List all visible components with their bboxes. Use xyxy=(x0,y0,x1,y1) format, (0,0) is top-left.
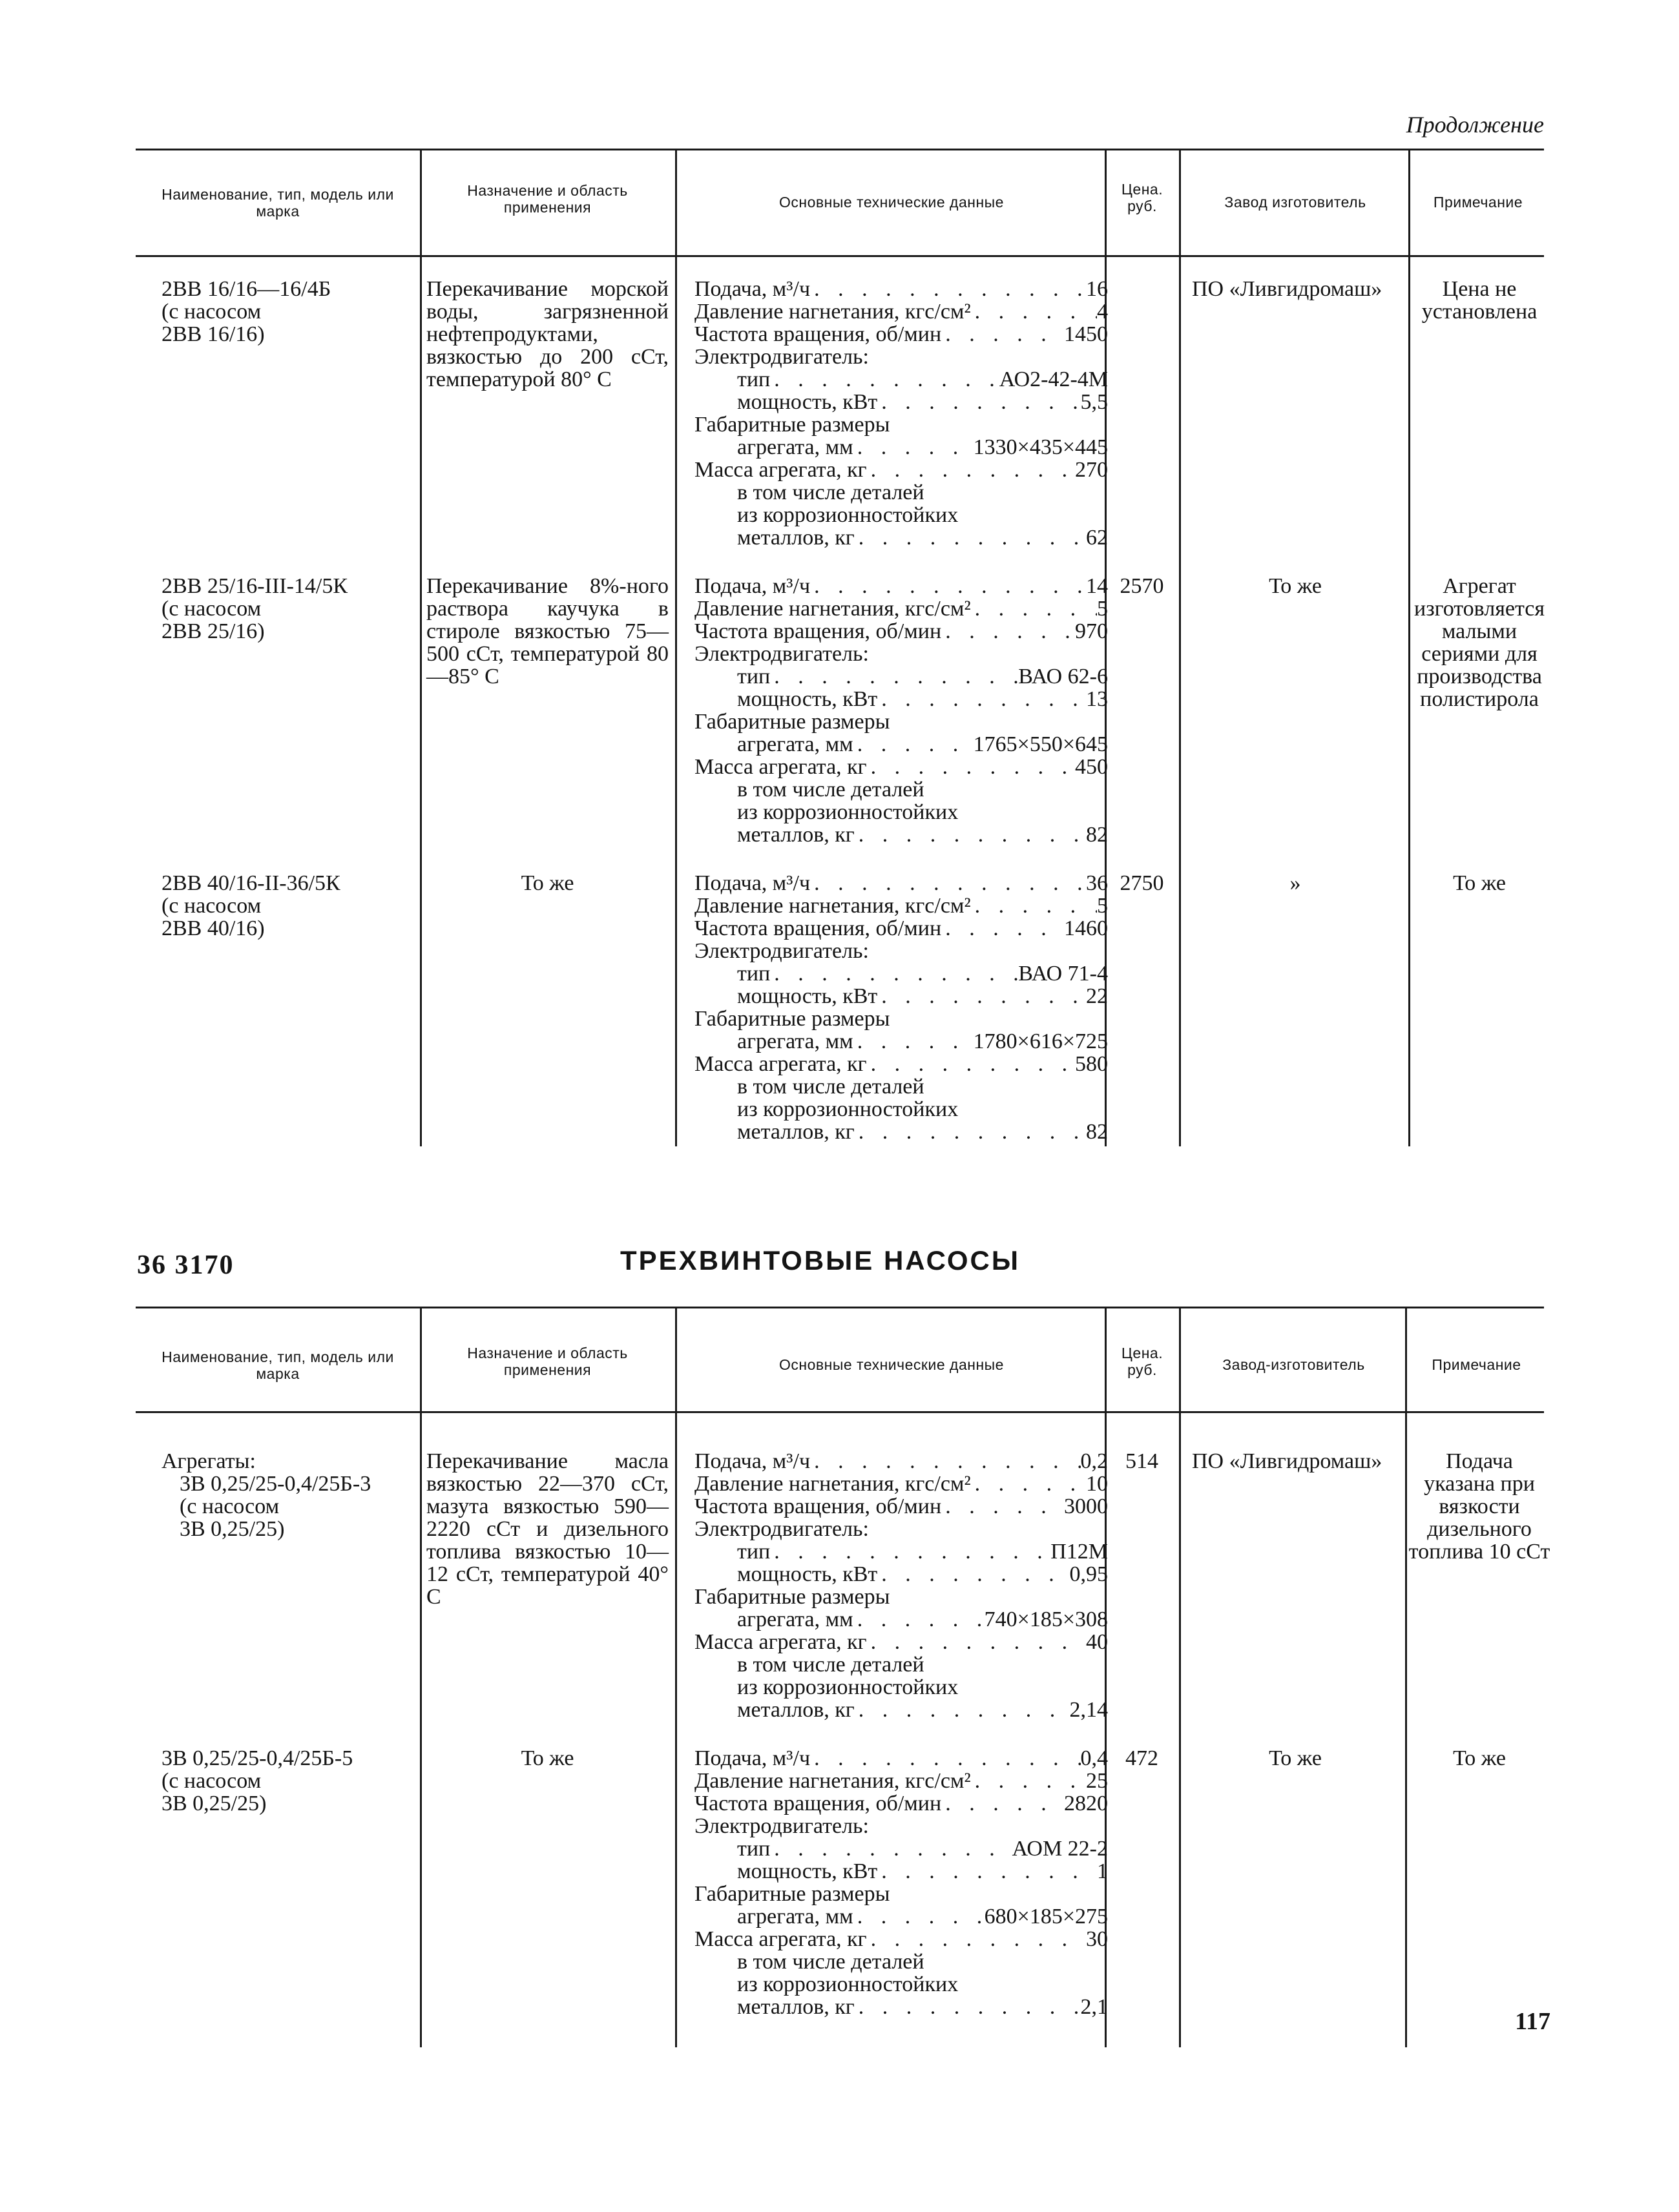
note-cell: Цена не установлена xyxy=(1421,277,1538,324)
spec-value: 36 xyxy=(1086,871,1108,895)
spec-label: тип xyxy=(737,367,771,391)
spec-label: Подача, м³/ч xyxy=(694,574,811,598)
header-purpose: Назначение и область применения xyxy=(467,1345,628,1378)
spec-label: Давление нагнетания, кгс/см² xyxy=(694,597,971,621)
spec-value: 5 xyxy=(1097,894,1108,918)
spec-value: 5,5 xyxy=(1080,390,1108,414)
spec-label: мощность, кВт xyxy=(737,1859,878,1883)
spec-label: Масса агрегата, кг xyxy=(694,755,867,779)
spec-label: агрегата, мм xyxy=(737,435,853,459)
spec-label: Частота вращения, об/мин xyxy=(694,322,942,346)
spec-value: 2820 xyxy=(1064,1792,1108,1815)
col-divider xyxy=(1179,1307,1181,2047)
spec-value: 3000 xyxy=(1064,1494,1108,1518)
spec-label: Электродвигатель: xyxy=(694,642,869,666)
spec-label: металлов, кг xyxy=(737,1120,855,1144)
header-purpose: Назначение и область применения xyxy=(467,182,628,216)
tech-specs xyxy=(694,575,1108,846)
header-tech: Основные технические данные xyxy=(779,1356,1004,1373)
spec-value: 25 xyxy=(1086,1769,1108,1793)
price-cell: 2750 xyxy=(1120,871,1164,895)
spec-label: Частота вращения, об/мин xyxy=(694,1792,942,1815)
spec-label: Частота вращения, об/мин xyxy=(694,1494,942,1518)
col-divider xyxy=(420,1307,422,2047)
spec-label: тип xyxy=(737,665,771,688)
model-name: 2ВВ 16/16—16/4Б xyxy=(162,277,331,301)
model-name: 2ВВ 25/16-III-14/5К xyxy=(162,574,348,598)
purpose-cell: Перекачивание морской воды, загрязненной нефтепродуктами, вязкостью до 200 сСт, температурой 80° С xyxy=(426,277,669,391)
purpose-cell: То же xyxy=(521,871,574,895)
maker-cell: » xyxy=(1289,871,1301,895)
col-divider xyxy=(675,149,677,1146)
section-title: ТРЕХВИНТОВЫЕ НАСОСЫ xyxy=(620,1245,1020,1276)
section-code: 36 3170 xyxy=(137,1250,235,1280)
spec-value: П12М xyxy=(1050,1540,1108,1564)
table-top-header-rule xyxy=(136,255,1544,257)
model-subline: 3В 0,25/25) xyxy=(162,1792,267,1815)
spec-label: Электродвигатель: xyxy=(694,1517,869,1541)
model-name: 2ВВ 40/16-II-36/5К xyxy=(162,871,340,895)
spec-label: в том числе деталей xyxy=(737,1075,924,1099)
price-cell: 2570 xyxy=(1120,574,1164,598)
spec-label: Электродвигатель: xyxy=(694,939,869,963)
spec-label: Подача, м³/ч xyxy=(694,277,811,301)
spec-value: 1460 xyxy=(1064,916,1108,940)
spec-label: из коррозионностойких xyxy=(737,503,959,527)
spec-label: из коррозионностойких xyxy=(737,800,959,824)
tech-specs xyxy=(694,1450,1108,1721)
maker-cell: ПО «Ливгидромаш» xyxy=(1192,1449,1382,1473)
model-subline: 2ВВ 16/16) xyxy=(162,322,265,346)
spec-value: 4 xyxy=(1097,300,1108,324)
spec-value: 5 xyxy=(1097,597,1108,621)
note-cell: То же xyxy=(1453,871,1506,895)
spec-value: АОМ 22-2 xyxy=(1012,1837,1108,1861)
spec-label: металлов, кг xyxy=(737,1698,855,1722)
spec-value: 0,4 xyxy=(1080,1746,1108,1770)
spec-label: мощность, кВт xyxy=(737,984,878,1008)
spec-value: 10 xyxy=(1086,1472,1108,1496)
spec-value: 580 xyxy=(1075,1052,1108,1076)
spec-value: 1 xyxy=(1097,1859,1108,1883)
spec-value: 1765×550×645 xyxy=(973,732,1108,756)
spec-label: Масса агрегата, кг xyxy=(694,1927,867,1951)
spec-label: Габаритные размеры xyxy=(694,413,890,437)
spec-value: 82 xyxy=(1086,1120,1108,1144)
name-cell xyxy=(162,872,420,940)
purpose-cell: Перекачивание 8%-ного раствора каучука в стироле вязкостью 75—500 сСт, температурой 80—85° С xyxy=(426,574,669,688)
spec-value: 2,14 xyxy=(1069,1698,1108,1722)
spec-label: из коррозионностойких xyxy=(737,1675,959,1699)
name-cell xyxy=(162,575,420,643)
spec-label: Электродвигатель: xyxy=(694,1814,869,1838)
spec-value: ВАО 62-6 xyxy=(1018,665,1108,688)
spec-value: 16 xyxy=(1086,277,1108,301)
header-note: Примечание xyxy=(1432,1356,1521,1373)
spec-value: 40 xyxy=(1086,1630,1108,1654)
spec-label: Габаритные размеры xyxy=(694,1585,890,1609)
header-name: Наименование, тип, модель или марка xyxy=(162,186,394,220)
spec-label: металлов, кг xyxy=(737,823,855,847)
model-subline: (с насосом xyxy=(162,894,262,918)
spec-value: АО2-42-4М xyxy=(999,367,1108,391)
spec-value: 1330×435×445 xyxy=(973,435,1108,459)
spec-label: Габаритные размеры xyxy=(694,1882,890,1906)
spec-label: из коррозионностойких xyxy=(737,1972,959,1996)
model-subline: (с насосом xyxy=(162,1769,262,1793)
spec-label: в том числе деталей xyxy=(737,1653,924,1677)
spec-label: Подача, м³/ч xyxy=(694,1449,811,1473)
spec-label: в том числе деталей xyxy=(737,481,924,504)
model-subline: 3В 0,25/25) xyxy=(180,1517,285,1541)
spec-label: Давление нагнетания, кгс/см² xyxy=(694,1472,971,1496)
spec-label: тип xyxy=(737,962,771,986)
model-subline: (с насосом xyxy=(180,1494,280,1518)
continuation-label: Продолжение xyxy=(1406,112,1544,138)
header-price: Цена. руб. xyxy=(1121,181,1163,214)
page-number: 117 xyxy=(1515,2008,1550,2035)
col-divider xyxy=(1405,1307,1407,2047)
spec-value: 0,2 xyxy=(1080,1449,1108,1473)
purpose-cell: То же xyxy=(521,1746,574,1770)
spec-value: 13 xyxy=(1086,687,1108,711)
header-maker: Завод-изготовитель xyxy=(1222,1356,1365,1373)
header-price: Цена. руб. xyxy=(1121,1345,1163,1378)
spec-label: из коррозионностойких xyxy=(737,1097,959,1121)
spec-value: 30 xyxy=(1086,1927,1108,1951)
spec-label: Габаритные размеры xyxy=(694,1007,890,1031)
spec-label: Масса агрегата, кг xyxy=(694,1052,867,1076)
spec-label: Частота вращения, об/мин xyxy=(694,619,942,643)
table-header-rule xyxy=(136,1411,1544,1413)
note-cell: Подача указана при вязкости дизельного топлива 10 сСт xyxy=(1408,1449,1550,1564)
model-subline: (с насосом xyxy=(162,597,262,621)
spec-label: тип xyxy=(737,1540,771,1564)
spec-value: 970 xyxy=(1075,619,1108,643)
price-cell: 472 xyxy=(1125,1746,1158,1770)
spec-label: в том числе деталей xyxy=(737,778,924,801)
spec-value: 14 xyxy=(1086,574,1108,598)
name-cell xyxy=(162,1747,420,1815)
spec-label: Частота вращения, об/мин xyxy=(694,916,942,940)
table-top-rule xyxy=(136,149,1544,150)
col-divider xyxy=(1179,149,1181,1146)
price-cell: 514 xyxy=(1125,1449,1158,1473)
spec-value: 270 xyxy=(1075,458,1108,482)
spec-label: Давление нагнетания, кгс/см² xyxy=(694,894,971,918)
spec-value: 62 xyxy=(1086,526,1108,550)
table-top-rule xyxy=(136,1307,1544,1308)
spec-label: тип xyxy=(737,1837,771,1861)
model-subline: 2ВВ 25/16) xyxy=(162,619,265,643)
spec-label: агрегата, мм xyxy=(737,1607,853,1631)
model-name: Агрегаты: xyxy=(162,1449,256,1473)
note-cell: То же xyxy=(1453,1746,1506,1770)
spec-value: 1450 xyxy=(1064,322,1108,346)
spec-value: 1780×616×725 xyxy=(973,1029,1108,1053)
spec-value: 0,95 xyxy=(1069,1562,1108,1586)
spec-label: Подача, м³/ч xyxy=(694,1746,811,1770)
header-note: Примечание xyxy=(1433,194,1523,211)
spec-label: агрегата, мм xyxy=(737,1905,853,1928)
spec-label: Масса агрегата, кг xyxy=(694,458,867,482)
spec-label: Масса агрегата, кг xyxy=(694,1630,867,1654)
spec-label: Давление нагнетания, кгс/см² xyxy=(694,1769,971,1793)
tech-specs xyxy=(694,1747,1108,2018)
spec-value: 680×185×275 xyxy=(984,1905,1108,1928)
spec-value: 450 xyxy=(1075,755,1108,779)
spec-label: металлов, кг xyxy=(737,1995,855,2019)
model-name: 3В 0,25/25-0,4/25Б-3 xyxy=(180,1472,371,1496)
name-cell xyxy=(162,1450,420,1540)
spec-label: мощность, кВт xyxy=(737,390,878,414)
spec-label: Электродвигатель: xyxy=(694,345,869,369)
spec-label: мощность, кВт xyxy=(737,687,878,711)
spec-value: ВАО 71-4 xyxy=(1018,962,1108,986)
model-name: 3В 0,25/25-0,4/25Б-5 xyxy=(162,1746,353,1770)
spec-label: в том числе деталей xyxy=(737,1950,924,1974)
spec-label: Давление нагнетания, кгс/см² xyxy=(694,300,971,324)
spec-label: Подача, м³/ч xyxy=(694,871,811,895)
model-subline: (с насосом xyxy=(162,300,262,324)
purpose-cell: Перекачивание масла вязкостью 22—370 сСт, мазута вязкостью 590—2220 сСт и дизельного топлива вязкостью 10—12 сСт, температурой 40° С xyxy=(426,1449,669,1609)
spec-value: 22 xyxy=(1086,984,1108,1008)
header-name: Наименование, тип, модель или марка xyxy=(162,1349,394,1382)
col-divider xyxy=(675,1307,677,2047)
maker-cell: ПО «Ливгидромаш» xyxy=(1192,277,1382,301)
maker-cell: То же xyxy=(1269,1746,1322,1770)
spec-label: Габаритные размеры xyxy=(694,710,890,734)
note-cell: Агрегат изготовляется малыми сериями для производства полистирола xyxy=(1414,574,1545,711)
model-subline: 2ВВ 40/16) xyxy=(162,916,265,940)
spec-label: агрегата, мм xyxy=(737,1029,853,1053)
tech-specs xyxy=(694,278,1108,549)
spec-label: мощность, кВт xyxy=(737,1562,878,1586)
spec-value: 82 xyxy=(1086,823,1108,847)
header-maker: Завод изготовитель xyxy=(1224,194,1366,211)
spec-value: 2,1 xyxy=(1080,1995,1108,2019)
name-cell xyxy=(162,278,420,346)
maker-cell: То же xyxy=(1269,574,1322,598)
tech-specs xyxy=(694,872,1108,1143)
spec-label: агрегата, мм xyxy=(737,732,853,756)
spec-label: металлов, кг xyxy=(737,526,855,550)
header-tech: Основные технические данные xyxy=(779,194,1004,211)
col-divider xyxy=(420,149,422,1146)
spec-value: 740×185×308 xyxy=(984,1607,1108,1631)
